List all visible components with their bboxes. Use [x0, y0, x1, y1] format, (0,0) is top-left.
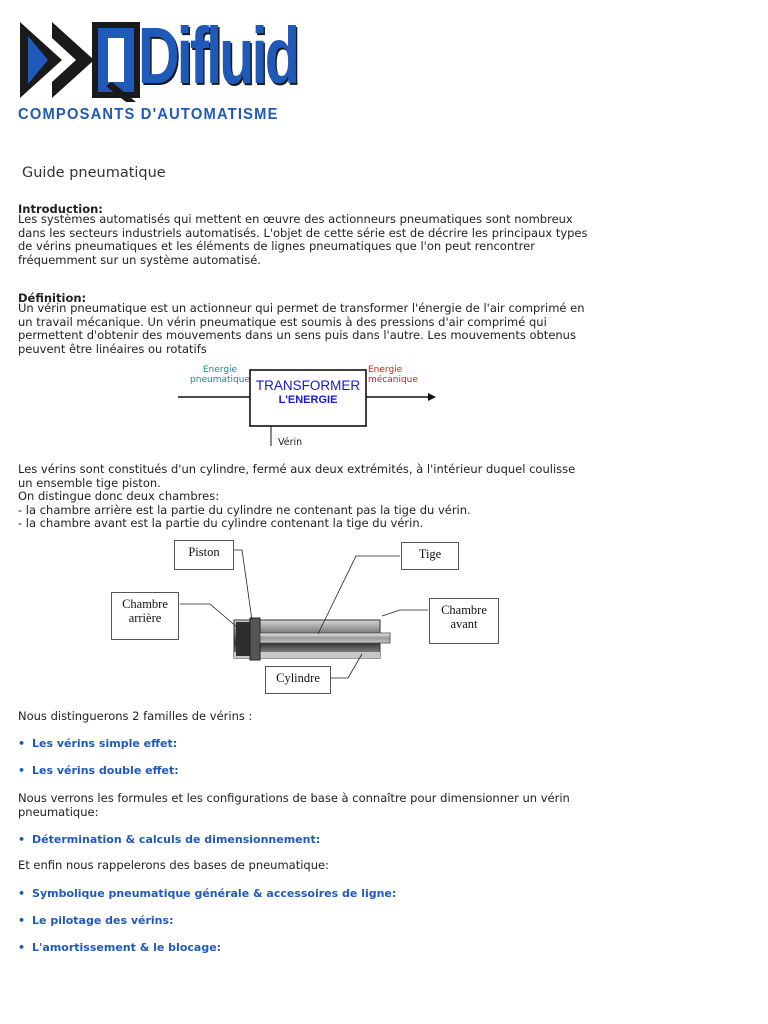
- energy-input-label: Energie pneumatique: [190, 365, 250, 385]
- logo-tagline: COMPOSANTS D'AUTOMATISME: [18, 106, 279, 123]
- cylinder-diagram: [100, 536, 510, 698]
- basics-intro: Et enfin nous rappelerons des bases de pneumatique:: [18, 858, 329, 872]
- families-intro: Nous distinguerons 2 familles de vérins :: [18, 709, 253, 723]
- link-pilotage-text[interactable]: Le pilotage des vérins:: [32, 914, 174, 927]
- chambers-line: - la chambre avant est la partie du cylindre contenant la tige du vérin.: [18, 516, 424, 530]
- introduction-heading: Introduction:: [18, 202, 103, 216]
- chambers-line: Les vérins sont constitués d'un cylindre, fermé aux deux extrémités, à l'intérieur duquel coulisse un ensemble tige piston.: [18, 462, 576, 490]
- link-dimensionnement[interactable]: [18, 833, 320, 847]
- logo: [18, 11, 297, 102]
- link-amortissement[interactable]: [18, 941, 221, 955]
- bullet-icon: •: [18, 764, 26, 777]
- verin-label: Vérin: [278, 437, 303, 448]
- link-double-effet-text[interactable]: Les vérins double effet:: [32, 764, 179, 777]
- chambers-line: On distingue donc deux chambres:: [18, 489, 220, 503]
- link-simple-effet-text[interactable]: Les vérins simple effet:: [32, 737, 178, 750]
- bullet-icon: •: [18, 737, 26, 750]
- page-title: Guide pneumatique: [22, 165, 166, 181]
- chambers-text: [18, 463, 588, 531]
- introduction-text: Les systèmes automatisés qui mettent en œuvre des actionneurs pneumatiques sont nombreux dans les secteurs industriels automatisés. L'objet de cette série est de décrire les principaux types de vérins pneumatiques et les éléments de lignes pneumatiques que l'on peut rencontrer fréquemment sur un système automatisé.: [18, 212, 588, 267]
- bullet-icon: •: [18, 941, 26, 954]
- link-symbolique-text[interactable]: Symbolique pneumatique générale & accessoires de ligne:: [32, 887, 397, 900]
- bullet-icon: •: [18, 914, 26, 927]
- logo-brand-text: Difluid: [138, 11, 297, 100]
- energy-diagram: [170, 360, 450, 452]
- chambers-line: - la chambre arrière est la partie du cylindre ne contenant pas la tige du vérin.: [18, 502, 471, 517]
- chambre-avant-label: Chambre avant: [429, 598, 499, 644]
- link-dimensionnement-text[interactable]: Détermination & calculs de dimensionnement:: [32, 833, 321, 846]
- cylindre-label: Cylindre: [265, 666, 331, 694]
- bullet-icon: •: [18, 887, 26, 900]
- energy-output-label: Energie mécanique: [368, 365, 418, 385]
- tige-label: Tige: [401, 542, 459, 570]
- definition-text: Un vérin pneumatique est un actionneur qui permet de transformer l'énergie de l'air comprimé en un travail mécanique. Un vérin pneumatique est soumis à des pressions d'air comprimé qui permettent d'obtenir des mouvements dans un sens puis dans l'autre. Les mouvements obtenus peuvent être linéaires ou rotatifs: [18, 301, 585, 356]
- chambre-arriere-label: Chambre arrière: [111, 592, 179, 640]
- piston-label: Piston: [174, 540, 234, 570]
- link-simple-effet[interactable]: [18, 737, 177, 751]
- link-pilotage[interactable]: [18, 914, 173, 928]
- formulas-intro: Nous verrons les formules et les configurations de base à connaître pour dimensionner un vérin pneumatique:: [18, 791, 570, 819]
- link-symbolique[interactable]: [18, 887, 396, 901]
- link-amortissement-text[interactable]: L'amortissement & le blocage:: [32, 941, 222, 954]
- link-double-effet[interactable]: [18, 764, 179, 778]
- bullet-icon: •: [18, 833, 26, 846]
- definition-heading: Définition:: [18, 291, 87, 305]
- transformer-box-label: TRANSFORMER L'ENERGIE: [255, 378, 361, 406]
